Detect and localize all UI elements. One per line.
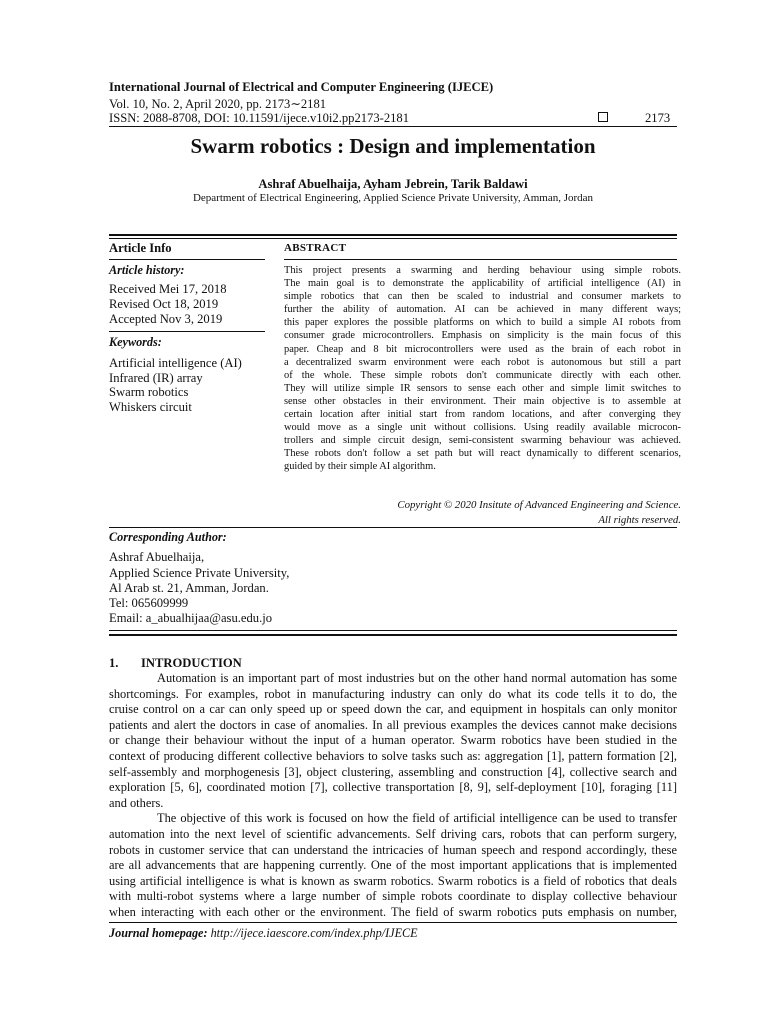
body-line: or change their behaviour without the input of a human operator. Swarm robotics have been studied in the [109, 733, 677, 748]
top-thin-rule [109, 238, 677, 239]
body-line: context of producing different collective behaviors to solve tasks such as: aggregation [1], pattern formation [2], [109, 748, 677, 763]
keyword-item: Whiskers circuit [109, 400, 192, 414]
abstract-line: consumer grade microcontrollers. Emphasis on simplicity is the main focus of this [284, 330, 681, 342]
abstract-heading: ABSTRACT [284, 242, 347, 254]
body-line: automation into the next level of scientific advancements. Self driving cars, robots that can perform surgery, [109, 826, 677, 841]
corresponding-heading: Corresponding Author: [109, 530, 227, 544]
volume-info: Vol. 10, No. 2, April 2020, pp. 2173∼2181 [109, 97, 327, 111]
keywords-rule [109, 331, 265, 332]
abstract-line: this paper explores the possible platforms on which to build a simple AI robots from [284, 317, 681, 329]
body-line: are all advancements that are happening currently. One of the most important applications that is implemented [109, 858, 677, 873]
bottom-thick-rule [109, 634, 677, 636]
abstract-body [284, 264, 681, 474]
abstract-line: certain location after initial start from random locations, and after converging they [284, 409, 681, 421]
corresponding-rule [109, 527, 677, 528]
abstract-line: sense other obstacles in their environment. Their main objective is to assemble at [284, 395, 681, 407]
abstract-line: paper. Cheap and 8 bit microcontrollers were used as the brain of each robot in [284, 343, 681, 355]
section-heading [109, 656, 242, 671]
abstract-line: a decentralized swarm environment were each robot is autonomous but still a part [284, 356, 681, 368]
issn-doi: ISSN: 2088-8708, DOI: 10.11591/ijece.v10i2.pp2173-2181 [109, 111, 410, 125]
body-line: patients and alert the doctors in case of anomalies. In all previous examples the devices cannot make decisions [109, 717, 677, 732]
bottom-thin-rule [109, 630, 677, 631]
body-line: shortcomings. For examples, robot in manufacturing industry can only do what its code tells it to do, the [109, 686, 677, 701]
body-line: cruise control on a car can only speed up or speed down the car, and equipment in hospitals can only monitor [109, 702, 677, 717]
abstract-line: They will utilize simple IR sensors to sense each other and simple limit switches to [284, 382, 681, 394]
abstract-line: This project presents a swarming and herding behaviour using simple robots. [284, 265, 681, 276]
keyword-item: Swarm robotics [109, 385, 189, 399]
affiliation: Department of Electrical Engineering, Applied Science Private University, Amman, Jordan [192, 192, 594, 204]
keywords-heading: Keywords: [109, 335, 162, 349]
body-line: The objective of this work is focused on how the field of artificial intelligence can be used to transfer [157, 811, 677, 826]
body-line: with multi-robot systems where a large number of simple robots coordinate to display collective behaviour [109, 889, 677, 904]
footer-rule [109, 922, 677, 923]
section-title: INTRODUCTION [141, 656, 242, 670]
copyright-line: Copyright © 2020 Insitute of Advanced Engineering and Science. [397, 499, 681, 511]
body-line: self-assembly and morphogenesis [3], object clustering, assembling and construction [4], collective search and [109, 764, 677, 779]
page-number: 2173 [645, 111, 671, 125]
journal-homepage [109, 926, 418, 941]
homepage-label: Journal homepage: [109, 926, 208, 940]
keyword-item: Infrared (IR) array [109, 371, 203, 385]
section-body [109, 671, 677, 921]
article-history-heading: Article history: [109, 263, 185, 277]
homepage-url[interactable]: http://ijece.iaescore.com/index.php/IJECE [210, 926, 418, 940]
journal-name: International Journal of Electrical and Computer Engineering (IJECE) [109, 80, 494, 94]
abstract-rule [284, 259, 677, 260]
body-line: using artificial intelligence is what is known as swarm robotics. Swarm robotics is a field of robotics that deals [109, 873, 677, 888]
keyword-item: Artificial intelligence (AI) [109, 356, 242, 370]
authors: Ashraf Abuelhaija, Ayham Jebrein, Tarik Baldawi [258, 177, 528, 191]
corresponding-line: Ashraf Abuelhaija, [109, 550, 205, 564]
abstract-line: further the ability of automation. AI can be achieved in many different ways; [284, 304, 681, 316]
copyright-notice [284, 498, 681, 528]
article-info-heading: Article Info [109, 241, 172, 255]
abstract-line: The main goal is to demonstrate the applicability of artificial intelligence (AI) in [284, 278, 681, 290]
body-line: exploration [5, 6], coordinated motion [7], collective transportation [8, 9], self-deployment [10], foraging [11] [109, 780, 677, 795]
section-number: 1. [109, 656, 119, 670]
abstract-line: These robots don't follow a set path but will react dynamically to different scenarios, [284, 448, 681, 460]
abstract-line: trollers and simple circuit design, semi-consistent swarming behaviour was achieved. [284, 435, 681, 447]
corresponding-line: Al Arab st. 21, Amman, Jordan. [109, 581, 269, 595]
paper-title: Swarm robotics : Design and implementation [190, 134, 596, 158]
body-line: robots in customer service that can understand the intricacies of human speech and respond accordingly, these [109, 842, 677, 857]
rights-line: All rights reserved. [598, 514, 681, 526]
abstract-line: guided by their simple AI algorithm. [284, 461, 436, 473]
abstract-line: would move as a single unit without collisions. Using readily available microcon- [284, 422, 681, 434]
square-icon [598, 112, 608, 122]
history-received: Received Mei 17, 2018 [109, 282, 227, 296]
body-line: when interacting with each other or the environment. The field of swarm robotics puts emphasis on number, [109, 904, 677, 919]
body-line: Automation is an important part of most industries but on the other hand normal automation has some [157, 671, 677, 685]
header-rule [109, 126, 677, 127]
abstract-line: simple robotics that can then be scaled to industrial and consumer markets to [284, 291, 681, 303]
abstract-line: of the whole. These simple robots don't communicate directly with each other. [284, 369, 681, 381]
history-accepted: Accepted Nov 3, 2019 [109, 312, 223, 326]
top-thick-rule [109, 234, 677, 236]
corresponding-line: Tel: 065609999 [109, 596, 189, 610]
history-revised: Revised Oct 18, 2019 [109, 297, 219, 311]
article-info-rule [109, 259, 265, 260]
corresponding-email: Email: a_abualhijaa@asu.edu.jo [109, 611, 273, 625]
body-line: and others. [109, 795, 164, 810]
corresponding-line: Applied Science Private University, [109, 566, 290, 580]
